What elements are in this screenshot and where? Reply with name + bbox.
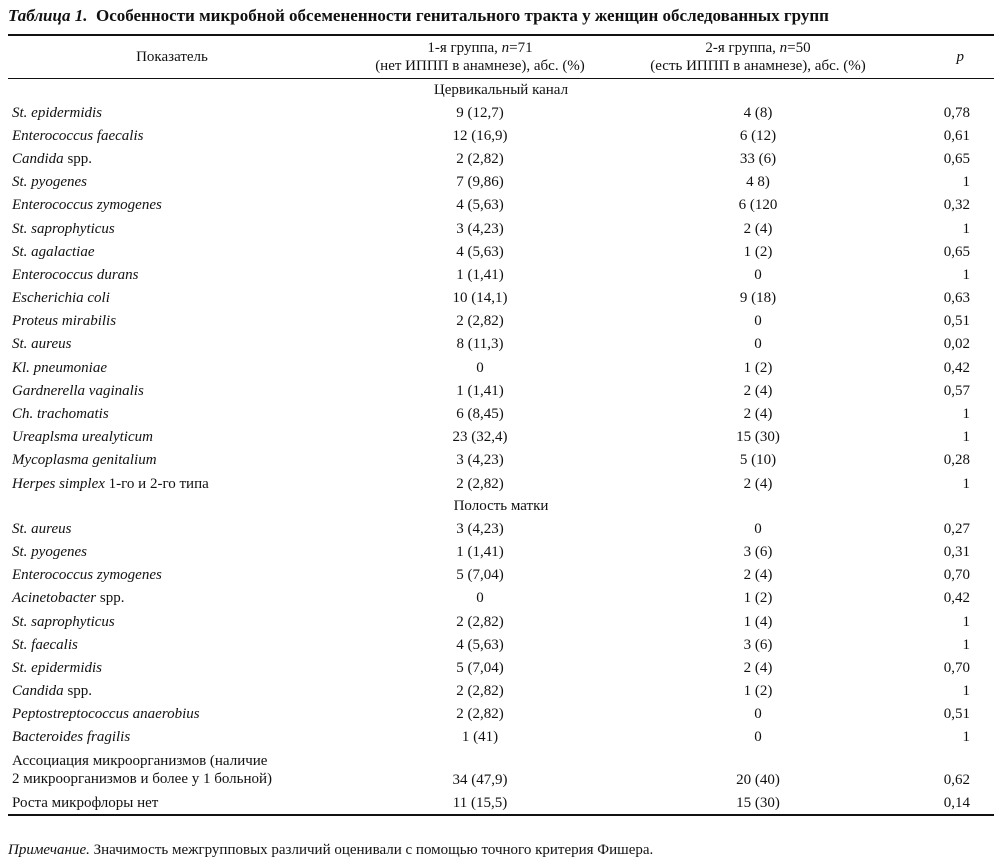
- table-row: [8, 356, 994, 379]
- group-2-value: 0: [754, 520, 762, 537]
- p-value: 0,27: [943, 520, 970, 537]
- organism-cell: [8, 217, 336, 240]
- table-row: [8, 587, 994, 610]
- organism-cell: [8, 610, 336, 633]
- group-2-value: 15 (30): [736, 794, 780, 811]
- p-value: 0,28: [943, 452, 970, 469]
- table-row: [8, 379, 994, 402]
- organism-cell: [8, 194, 336, 217]
- group-2-value: 15 (30): [736, 429, 780, 446]
- group-1-value: 2 (2,82): [456, 613, 504, 630]
- organism-name: St. epidermidis: [12, 659, 102, 676]
- organism-cell: [8, 379, 336, 402]
- table-row: [8, 540, 994, 563]
- group-2-value: 1 (2): [743, 243, 773, 260]
- section-row: [8, 79, 994, 102]
- organism-cell: [8, 726, 336, 749]
- table-row: [8, 240, 994, 263]
- p-value: 0,31: [943, 543, 970, 560]
- summary-label: [8, 791, 336, 815]
- organism-name: Herpes simplex: [12, 475, 105, 492]
- summary-label-line-1: Роста микрофлоры нет: [12, 794, 159, 811]
- summary-row: [8, 749, 994, 791]
- group-1-value: 2 (2,82): [456, 150, 504, 167]
- group-2-value: 0: [754, 336, 762, 353]
- group-2-value: 1 (2): [743, 683, 773, 700]
- organism-cell: [8, 426, 336, 449]
- organism-name: Candida: [12, 683, 64, 700]
- p-value: 1: [962, 266, 970, 283]
- organism-name: Peptostreptococcus anaerobius: [12, 706, 200, 723]
- group-1-value: 2 (2,82): [456, 313, 504, 330]
- note-text: Значимость межгрупповых различий оценивали с помощью точного критерия Фишера.: [89, 842, 654, 858]
- organism-cell: [8, 263, 336, 286]
- organism-cell: [8, 333, 336, 356]
- group-2-value: 6 (12): [739, 127, 777, 144]
- organism-name: Gardnerella vaginalis: [12, 382, 144, 399]
- group-2-value: 2 (4): [743, 220, 773, 237]
- header-group-1-suffix: =71: [509, 40, 533, 56]
- organism-cell: [8, 449, 336, 472]
- group-2-value: 2 (4): [743, 475, 773, 492]
- summary-label-line-2: 2 микроорганизмов и более у 1 больной): [12, 771, 273, 788]
- table-row: [8, 402, 994, 425]
- header-group-1-prefix: 1-я группа,: [427, 40, 502, 56]
- group-2-value: 33 (6): [739, 150, 777, 167]
- p-value: 1: [962, 220, 970, 237]
- organism-suffix: spp.: [96, 590, 125, 607]
- group-2-value: 4 8): [746, 174, 770, 191]
- group-1-value: 8 (11,3): [456, 336, 504, 353]
- group-2-value: 0: [754, 706, 762, 723]
- group-2-value: 20 (40): [736, 772, 780, 789]
- table-row: [8, 680, 994, 703]
- group-1-value: 4 (5,63): [456, 243, 504, 260]
- p-value: 0,78: [943, 104, 970, 121]
- group-2-value: 2 (4): [743, 406, 773, 423]
- group-2-value: 5 (10): [739, 452, 777, 469]
- organism-name: St. saprophyticus: [12, 220, 115, 237]
- group-1-value: 1 (41): [461, 729, 499, 746]
- group-2-value: 4 (8): [743, 104, 773, 121]
- group-2-value: 3 (6): [743, 636, 773, 653]
- p-value: 0,65: [943, 150, 970, 167]
- group-1-value: 0: [476, 590, 484, 607]
- organism-cell: [8, 240, 336, 263]
- group-2-value: 2 (4): [743, 382, 773, 399]
- table-row: [8, 310, 994, 333]
- p-value: 0,14: [943, 794, 970, 811]
- p-value: 1: [962, 636, 970, 653]
- table-row: [8, 217, 994, 240]
- organism-cell: [8, 680, 336, 703]
- organism-name: Mycoplasma genitalium: [12, 452, 157, 469]
- p-value: 1: [962, 613, 970, 630]
- group-1-value: 5 (7,04): [456, 659, 504, 676]
- table-row: [8, 472, 994, 495]
- organism-name: St. pyogenes: [12, 543, 87, 560]
- organism-name: Enterococcus zymogenes: [12, 197, 162, 214]
- group-1-value: 4 (5,63): [456, 197, 504, 214]
- organism-cell: [8, 310, 336, 333]
- p-value: 0,51: [943, 313, 970, 330]
- table-row: [8, 703, 994, 726]
- organism-name: St. aureus: [12, 336, 72, 353]
- header-p: [892, 35, 994, 79]
- organism-cell: [8, 171, 336, 194]
- organism-name: Proteus mirabilis: [12, 313, 117, 330]
- organism-cell: [8, 703, 336, 726]
- organism-cell: [8, 517, 336, 540]
- data-table: [8, 34, 994, 816]
- p-value: 1: [962, 475, 970, 492]
- group-2-value: 3 (6): [743, 543, 773, 560]
- header-group-2: [624, 35, 892, 79]
- group-2-value: 9 (18): [739, 290, 777, 307]
- group-2-value: 6 (120: [738, 197, 778, 214]
- group-1-value: 2 (2,82): [456, 475, 504, 492]
- organism-name: Enterococcus durans: [12, 266, 139, 283]
- header-row: [8, 35, 994, 79]
- p-value: 0,51: [943, 706, 970, 723]
- group-1-value: 9 (12,7): [456, 104, 504, 121]
- group-1-value: 2 (2,82): [456, 706, 504, 723]
- group-1-value: 6 (8,45): [456, 406, 504, 423]
- p-value: 0,62: [943, 772, 970, 789]
- table-row: [8, 610, 994, 633]
- organism-cell: [8, 124, 336, 147]
- p-value: 0,70: [943, 567, 970, 584]
- organism-cell: [8, 472, 336, 495]
- organism-cell: [8, 540, 336, 563]
- group-2-value: 0: [754, 729, 762, 746]
- p-value: 0,42: [943, 590, 970, 607]
- group-1-value: 34 (47,9): [452, 772, 508, 789]
- table-row: [8, 564, 994, 587]
- group-1-value: 11 (15,5): [452, 794, 508, 811]
- header-p-label: p: [956, 49, 964, 65]
- group-1-value: 1 (1,41): [456, 543, 504, 560]
- p-value: 0,32: [943, 197, 970, 214]
- organism-name: Acinetobacter: [12, 590, 97, 607]
- table-note: [8, 842, 653, 859]
- table-row: [8, 124, 994, 147]
- p-value: 1: [962, 429, 970, 446]
- p-value: 1: [962, 683, 970, 700]
- table-row: [8, 633, 994, 656]
- group-1-value: 3 (4,23): [456, 220, 504, 237]
- group-2-value: 2 (4): [743, 567, 773, 584]
- table-row: [8, 263, 994, 286]
- p-value: 0,02: [943, 336, 970, 353]
- group-1-value: 10 (14,1): [452, 290, 508, 307]
- table-row: [8, 147, 994, 170]
- organism-cell: [8, 356, 336, 379]
- organism-name: St. faecalis: [12, 636, 78, 653]
- organism-suffix: 1-го и 2-го типа: [104, 475, 209, 492]
- section-row: [8, 495, 994, 517]
- header-group-2-prefix: 2-я группа,: [705, 40, 780, 56]
- organism-cell: [8, 147, 336, 170]
- organism-name: Ureaplsma urealyticum: [12, 429, 153, 446]
- organism-cell: [8, 656, 336, 679]
- organism-cell: [8, 564, 336, 587]
- table-row: [8, 426, 994, 449]
- organism-suffix: spp.: [63, 150, 93, 167]
- group-1-value: 0: [476, 359, 484, 376]
- group-2-value: 1 (2): [743, 359, 773, 376]
- group-1-value: 3 (4,23): [456, 452, 504, 469]
- organism-name: St. saprophyticus: [12, 613, 115, 630]
- organism-name: Candida: [12, 150, 64, 167]
- organism-name: Kl. pneumoniae: [12, 359, 107, 376]
- group-1-value: 5 (7,04): [456, 567, 504, 584]
- caption-title: Особенности микробной обсемененности генитального тракта у женщин обследованных групп: [95, 6, 829, 25]
- table-row: [8, 287, 994, 310]
- organism-suffix: spp.: [63, 683, 93, 700]
- group-1-value: 3 (4,23): [456, 520, 504, 537]
- table-row: [8, 333, 994, 356]
- group-2-value: 1 (2): [743, 590, 773, 607]
- organism-cell: [8, 587, 336, 610]
- header-group-1-desc: (нет ИППП в анамнезе), абс. (%): [375, 58, 585, 74]
- p-value: 0,61: [943, 127, 970, 144]
- group-1-value: 2 (2,82): [456, 683, 504, 700]
- group-1-value: 7 (9,86): [456, 174, 504, 191]
- organism-name: St. pyogenes: [12, 174, 87, 191]
- table-row: [8, 101, 994, 124]
- group-2-value: 1 (4): [743, 613, 773, 630]
- group-1-value: 23 (32,4): [452, 429, 508, 446]
- table-row: [8, 726, 994, 749]
- organism-name: Ch. trachomatis: [12, 406, 109, 423]
- header-group-2-suffix: =50: [787, 40, 811, 56]
- table-header: [8, 35, 994, 79]
- table-caption: [8, 6, 829, 26]
- organism-name: Bacteroides fragilis: [12, 729, 131, 746]
- organism-name: Escherichia coli: [12, 290, 110, 307]
- group-1-value: 4 (5,63): [456, 636, 504, 653]
- table-row: [8, 449, 994, 472]
- table-row: [8, 517, 994, 540]
- section-title: Полость матки: [453, 498, 549, 515]
- caption-label: Таблица 1.: [8, 6, 88, 25]
- organism-name: St. agalactiae: [12, 243, 95, 260]
- group-1-value: 12 (16,9): [452, 127, 508, 144]
- group-1-value: 1 (1,41): [456, 382, 504, 399]
- summary-label: [8, 749, 336, 791]
- section-title: Цервикальный канал: [433, 82, 569, 98]
- header-group-2-n: n: [779, 40, 788, 56]
- p-value: 1: [962, 729, 970, 746]
- organism-cell: [8, 101, 336, 124]
- summary-row: [8, 791, 994, 815]
- header-group-1: [336, 35, 624, 79]
- p-value: 1: [962, 406, 970, 423]
- note-label: Примечание.: [8, 842, 90, 858]
- organism-name: Enterococcus faecalis: [12, 127, 144, 144]
- p-value: 0,63: [943, 290, 970, 307]
- table-row: [8, 171, 994, 194]
- p-value: 0,65: [943, 243, 970, 260]
- organism-cell: [8, 287, 336, 310]
- table-row: [8, 656, 994, 679]
- organism-cell: [8, 633, 336, 656]
- group-2-value: 0: [754, 266, 762, 283]
- p-value: 1: [962, 174, 970, 191]
- group-1-value: 1 (1,41): [456, 266, 504, 283]
- organism-name: Enterococcus zymogenes: [12, 567, 162, 584]
- table-body: [8, 79, 994, 816]
- p-value: 0,42: [943, 359, 970, 376]
- p-value: 0,57: [943, 382, 970, 399]
- summary-label-line-1: Ассоциация микроорганизмов (наличие: [12, 753, 268, 770]
- group-2-value: 0: [754, 313, 762, 330]
- header-group-1-n: n: [501, 40, 510, 56]
- table-row: [8, 194, 994, 217]
- header-indicator: Показатель: [136, 49, 208, 65]
- organism-name: St. aureus: [12, 520, 72, 537]
- header-group-2-desc: (есть ИППП в анамнезе), абс. (%): [650, 58, 866, 74]
- group-2-value: 2 (4): [743, 659, 773, 676]
- p-value: 0,70: [943, 659, 970, 676]
- organism-cell: [8, 402, 336, 425]
- organism-name: St. epidermidis: [12, 104, 102, 121]
